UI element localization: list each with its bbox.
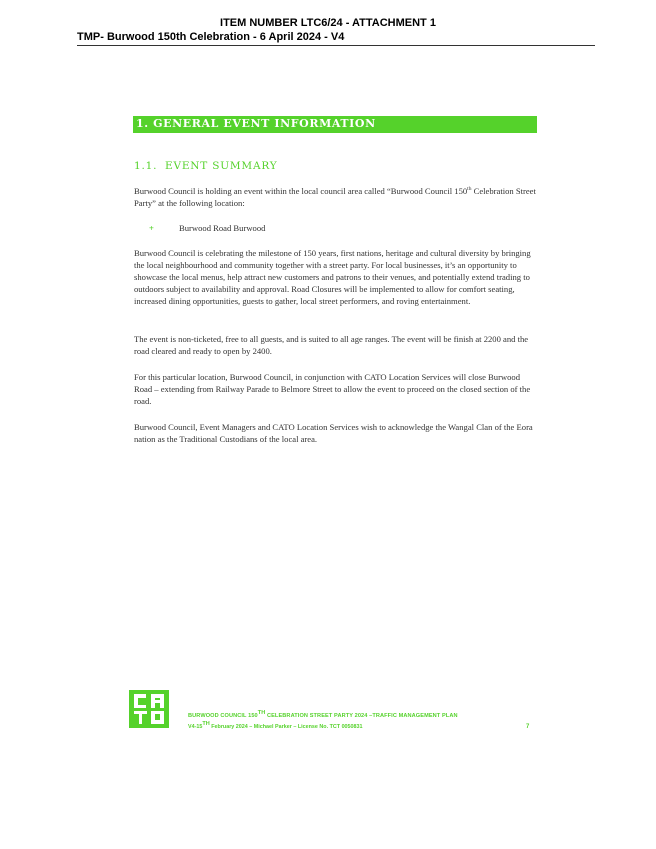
subsection-number: 1.1. — [134, 160, 158, 172]
acknowledgement-paragraph: Burwood Council, Event Managers and CATO Location Services wish to acknowledge the Wangal Clan of the Eora nation as the Traditional Custodians of the local area. — [134, 422, 533, 444]
document-title-header: TMP- Burwood 150th Celebration - 6 April 2024 - V4 — [77, 31, 345, 43]
celebration-paragraph: Burwood Council is celebrating the milestone of 150 years, first nations, heritage and cultural diversity by bringing the local neighbourhood and community together with a street party. For local businesses, it’s an opportunity to showcase the local menus, help attract new customers and patrons to their venues, and potentially extend trading to outdoors subject to availability and approval. Road Closures will be implemented to allow for comfort seating, increased dining opportunities, guests to gather, local street performers, and roving entertainment. — [134, 248, 531, 306]
footer-version-details: February 2024 – Michael Parker – License No. TCT 0050831 — [209, 724, 363, 730]
section-heading: 1. GENERAL EVENT INFORMATION — [136, 117, 376, 130]
subsection-heading — [134, 160, 277, 172]
cato-logo — [129, 690, 169, 728]
location-text: Burwood Road Burwood — [179, 223, 266, 233]
section-heading-bar — [133, 116, 537, 133]
header-divider — [77, 45, 595, 46]
intro-paragraph — [134, 185, 539, 209]
footer-title-superscript: TH — [257, 710, 266, 717]
footer-version: V4-15 — [188, 724, 203, 730]
road-closure-paragraph: For this particular location, Burwood Council, in conjunction with CATO Location Services will close Burwood Road – extending from Railway Parade to Belmore Street to allow the event to proceed on the closed section of the road. — [134, 372, 531, 406]
footer-title-part1: BURWOOD COUNCIL 150 — [188, 713, 258, 719]
footer-version-superscript: TH — [202, 721, 210, 728]
intro-text-part2: Celebration Street Party” at the following location: — [134, 186, 536, 208]
footer-title-part2: CELEBRATION STREET PARTY 2024 –TRAFFIC MANAGEMENT PLAN — [265, 713, 458, 719]
footer-title — [188, 710, 458, 719]
page-number: 7 — [526, 724, 530, 730]
item-number-header: ITEM NUMBER LTC6/24 - ATTACHMENT 1 — [220, 17, 436, 29]
location-list-item — [149, 223, 265, 233]
intro-text-part1: Burwood Council is holding an event within the local council area called “Burwood Council 150 — [134, 186, 468, 196]
ticketing-paragraph: The event is non-ticketed, free to all guests, and is suited to all age ranges. The event will be finish at 2200 and the road cleared and ready to open by 2400. — [134, 334, 529, 356]
subsection-title: EVENT SUMMARY — [165, 160, 278, 172]
bullet-plus-icon: + — [149, 223, 154, 233]
cato-logo-icon — [129, 690, 169, 728]
intro-superscript: th — [467, 186, 472, 193]
footer-version-line — [188, 721, 363, 730]
